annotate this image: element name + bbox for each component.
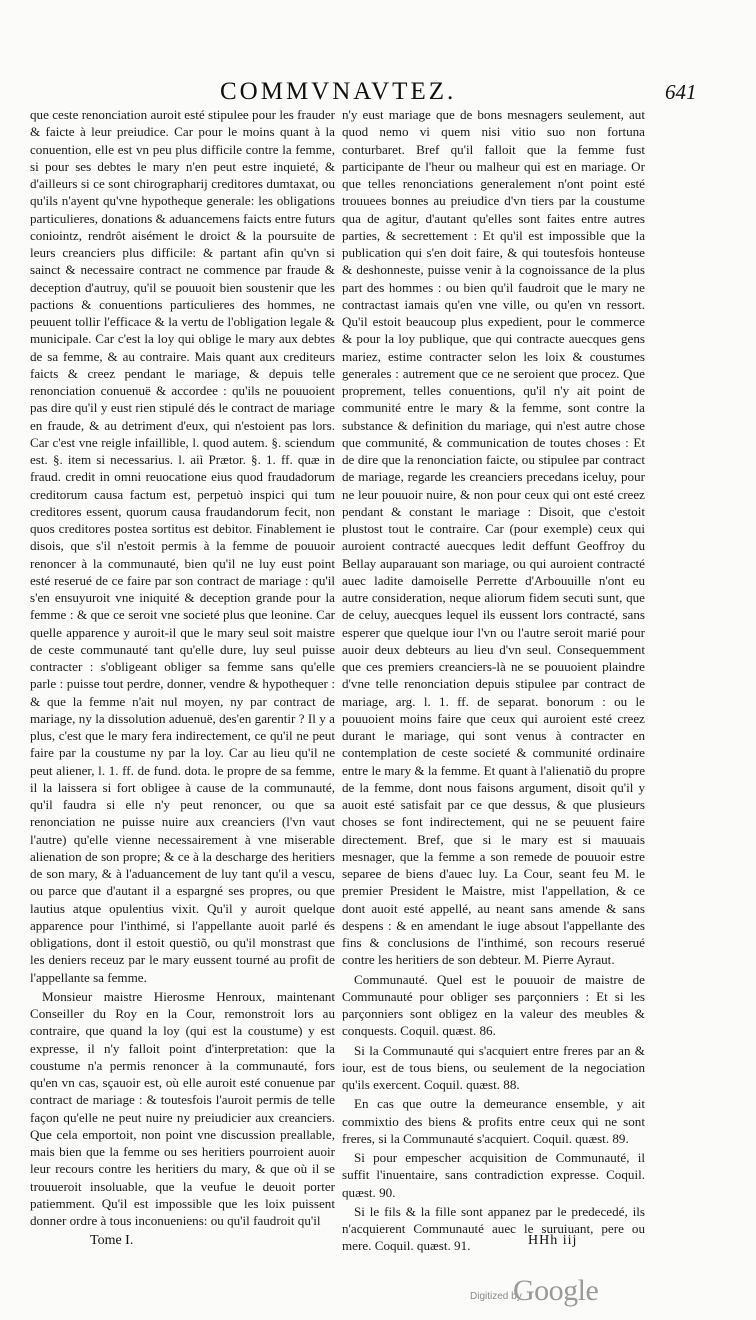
watermark-prefix: Digitized by [470, 1291, 522, 1302]
digitized-watermark [470, 1274, 620, 1312]
paragraph: Monsieur maistre Hierosme Henroux, maintenant Conseiller du Roy en la Cour, remonstroit lors au contraire, que quand la loy (qui est la coustume) y est expresse, il n'y falloit point d'interpretation: que la coustume n'a permis renoncer à la communauté, fors qu'en vn cas, sçauoir est, où elle auroit esté conuenue par contract de mariage : & toutesfois l'auroit permis de telle façon qu'elle ne peut nuire ny preiudicier aux creanciers. Que cela emportoit, non point vne discussion preallable, mais bien que la femme ou ses heritiers pourroient auoir leur recours contre les heritiers du mary, & que où il se trouueroit insoluable, que la veufue le deuoit porter patiemment. Qu'il est impossible que les loix puissent donner ordre à tous inconueniens: ou qu'il faudroit qu'il [30, 988, 335, 1228]
right-column [342, 106, 645, 1255]
page-footer [0, 1233, 756, 1257]
paragraph: En cas que outre la demeurance ensemble, y ait commixtio des biens & profits entre ceux qui ne sont freres, si la Communauté s'acquiert. Coquil. quæst. 89. [342, 1096, 645, 1146]
google-logo: Google [513, 1274, 599, 1307]
paragraph: Si le fils & la fille sont appanez par le predecedé, ils n'acquierent Communauté auec le suruiuant, pere ou mere. Coquil. quæst. 91. [342, 1203, 645, 1254]
paragraph: Si la Communauté qui s'acquiert entre freres par an & iour, est de tous biens, ou seulement de la negociation qu'ils exercent. Coquil. quæst. 88. [342, 1042, 645, 1092]
signature-mark: HHh iij [528, 1233, 578, 1248]
paragraph: Si pour empescher acquisition de Communauté, il suffit l'inuentaire, sans contradiction expresse. Coquil. quæst. 90. [342, 1150, 645, 1200]
paragraph: que ceste renonciation auroit esté stipulee pour les frauder & faicte à leur preiudice. Car pour le moins quant à la conuention, elle est vn peu plus difficile contre la femme, si pour ses debtes le mary n'en peut estre inquieté, & d'ailleurs si ce sont chirographarij creditores dumtaxat, ou qu'ils n'ayent qu'vne hypotheque generale: les obligations particulieres, donations & aduancemens faicts entre futurs coniointz, rendrôt aisément le droict & la poursuite de leurs creanciers plus difficile: & partant afin qu'vn si sainct & necessaire contract ne commence par fraude & deception d'autruy, qu'il se pouuoit bien soustenir que les pactions & conuentions particulieres des hommes, ne peuuent tollir l'efficace & la vertu de l'obligation legale & municipale. Car c'est la loy qui oblige le mary aux debtes de sa femme, & au contraire. Mais quant aux crediteurs faicts & creez pendant le mariage, & depuis telle renonciation conuenuë & accordee : qu'ils ne pouuoient pas dire qu'il y eust rien stipulé dés le contract de mariage en fraude, & au detriment d'eux, qui n'estoient pas lors. Car c'est vne reigle infaillible, l. quod autem. §. sciendum est. §. item si necessarius. l. aiì Prætor. §. 1. ff. quæ in fraud. credit in omni reuocatione eius quod fraudadorum creditorum causa factum est, perpetuò inspici qui tum creditores essent, quorum causa fraudandorum fecit, non quos creditores postea sortitus est debitor. Finablement ie disois, que s'il n'estoit permis à la femme de pouuoir renoncer à la communauté, bien qu'il ne luy eust point esté reserué de ce faire par son contract de mariage : qu'il s'en ensuyuroit vne iniquité & deception grande pour la femme : & que ce seroit vne societé plus que leonine. Car quelle apparence y auroit-il que le mary seul soit maistre de ceste communauté tant qu'elle dure, luy seul puisse contracter : s'obligeant obliger sa femme sans qu'elle parle : puisse tout perdre, donner, vendre & hypothequer : & que la femme n'ait nul moyen, ny par contract de mariage, ny la dissolution aduenuë, des'en garentir ? Il y a plus, c'est que le mary fera indirectement, ce qu'il ne peut faire par la coustume ny par la loy. Car au lieu qu'il ne peut aliener, l. 1. ff. de fund. dota. le propre de sa femme, il la laissera si fort obligee à cause de la communauté, qu'il faudra si elle n'y peut renoncer, ou que sa renonciation ne puisse nuire aux creanciers (l'vn vaut l'autre) qu'elle vienne necessairement à vne miserable alienation de son propre; & ce à la descharge des heritiers de son mary, & à l'aduancement de luy tant qu'il a vescu, ou parce que d'autant il a espargné ses propres, ou que lautius atque opulentius vixit. Qu'il y auroit quelque apparence pour l'inthimé, si l'appellante auoit parlé és obligations, dont il estoit questiõ, ou qu'il monstrast que les deniers receuz par le mary eussent tourné au profit de l'appellante sa femme. [30, 107, 335, 985]
volume-label: Tome I. [90, 1233, 134, 1248]
page-number: 641 [665, 80, 697, 104]
paragraph: Communauté. Quel est le pouuoir de maistre de Communauté pour obliger ses parçonniers : Et si les parçonniers sont obligez en la valeur des meubles & conquests. Coquil. quæst. 86. [342, 971, 645, 1039]
left-column [30, 106, 335, 1229]
paragraph: n'y eust mariage que de bons mesnagers seulement, aut quod nemo vi quem nisi vitio suo non fortuna conturbaret. Bref qu'il falloit que la femme fust participante de l'heur ou malheur qui est en mariage. Or que telles renonciations generalement n'ont point esté trouuees bonnes au preiudice d'vn tiers par la coustume qua de agitur, d'autant qu'elles sont faites entre autres parties, & secrettement : Et qu'il est impossible que la publication qui s'en doit faire, & qui toutesfois honteuse & deshonneste, puisse venir à la cognoissance de la plus part des hommes : ou bien qu'il faudroit que le mary ne contractast iamais qu'en vne ville, ou qu'en vn ressort. Qu'il estoit beaucoup plus expedient, pour le commerce & pour la loy publique, que qui contracte auecques gens mariez, estime contracter selon les loix & coustumes generales : autrement que ce ne seroient que procez. Que proprement, telles conuentions, qu'il n'y ait point de communité entre le mary & la femme, sont contre la substance & definition du mariage, qui n'est autre chose que communité, & communication de toutes choses : Et de dire que la renonciation faicte, ou stipulee par contract de mariage, regarde les creanciers precedans iceluy, pour ne leur pouuoir nuire, & non pour ceux qui ont esté creez pendant & constant le mariage : Disoit, que c'estoit plustost tout le contraire. Car (pour exemple) ceux qui auroient contracté auecques ledit deffunt Geoffroy du Bellay auparauant son mariage, ou qui auroient contracté auec ladite damoiselle Perrette d'Arbouuille n'ont eu autre consideration, neque aliorum fidem secuti sunt, que de celuy, auecques lequel ils eussent lors contracté, sans esperer que quelque iour l'vn ou l'autre seroit marié pour auoir deux debteurs au lieu d'vn seul. Consequemment que ces premiers creanciers-là ne se pouuoient plaindre d'vne telle renonciation depuis stipulee par contract de mariage, arg. l. 1. ff. de separat. bonorum : ou le pouuoient moins faire que ceux qui auroient esté creez durant le mariage, qui sont venus à contracter en contemplation de ceste societé & communité ordinaire entre le mary & la femme. Et quant à l'alienatiõ du propre de la femme, dont nous faisons argument, disoit qu'il y auoit esté satisfait par ce que dessus, & que plusieurs choses se font indirectement, qui ne se peuuent faire directement. Bref, que si le mary est si mauuais mesnager, que la femme a son remede de pouuoir estre separee de biens d'auec luy. La Cour, seant feu M. le premier President le Maistre, mist l'appellation, & ce dont auoit esté appellé, au neant sans amende & sans despens : & en amendant le iuge absout l'appellante des fins & conclusions de l'inthimé, son recours reserué contre les heritiers de son debteur. M. Pierre Ayraut. [342, 107, 645, 968]
page-title: COMMVNAVTEZ. [220, 78, 457, 105]
